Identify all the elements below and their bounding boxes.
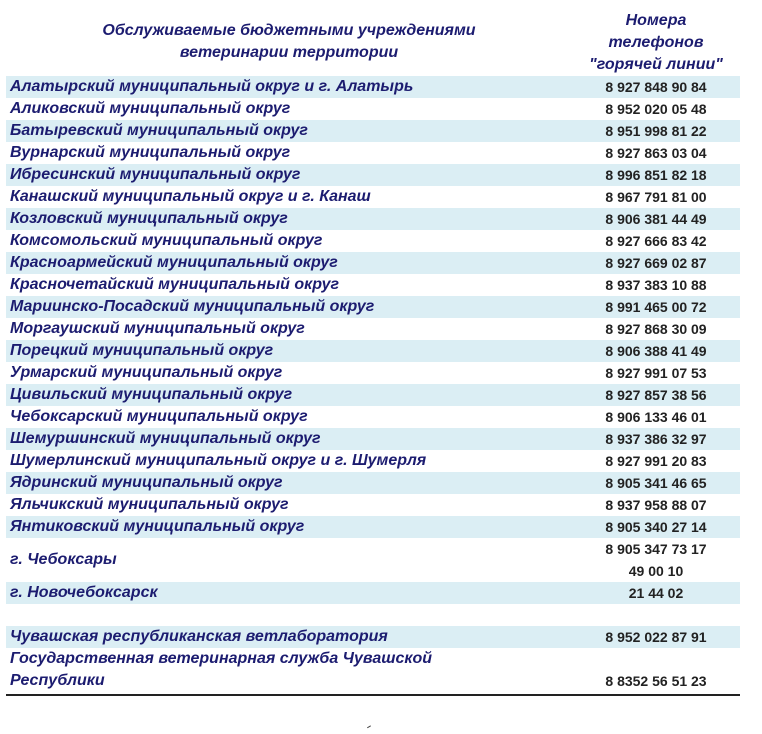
hotline-table (6, 0, 740, 696)
table-row-vetlab (6, 626, 740, 648)
table-row (6, 274, 740, 296)
phone-number: 8 927 848 90 84 (605, 79, 707, 95)
table-row (6, 76, 740, 98)
bottom-rule (6, 694, 740, 696)
table-body (6, 76, 740, 538)
territory-name: Шумерлинский муниципальный округ и г. Шумерля (10, 452, 427, 469)
phone-number: 8 937 958 88 07 (605, 497, 707, 513)
table-row (6, 340, 740, 362)
table-row (6, 318, 740, 340)
phone-number: 8 967 791 81 00 (605, 189, 707, 205)
territory-name: Красноармейский муниципальный округ (10, 254, 338, 271)
table-row-novocheboksarsk (6, 582, 740, 604)
header-line: ветеринарии территории (179, 44, 399, 61)
phone-number: 8 927 857 38 56 (605, 387, 707, 403)
territory-name: Мариинско-Посадский муниципальный округ (10, 298, 375, 315)
phone-number: 8 937 383 10 88 (605, 277, 707, 293)
table-row (6, 516, 740, 538)
phone-number: 8 8352 56 51 23 (605, 673, 707, 689)
phone-number: 8 937 386 32 97 (605, 431, 707, 447)
header-line: "горячей линии" (589, 56, 723, 73)
table-row-cheboksary (6, 538, 740, 582)
table-row-vetservice (6, 648, 740, 692)
phone-column-header (572, 10, 740, 76)
table-row (6, 98, 740, 120)
phone-number: 8 927 863 03 04 (605, 145, 707, 161)
territory-name: Канашский муниципальный округ и г. Канаш (10, 188, 371, 205)
phone-number: 8 905 340 27 14 (605, 519, 707, 535)
phone-number: 8 906 381 44 49 (605, 211, 707, 227)
phone-number: 8 927 991 07 53 (605, 365, 707, 381)
phone-number: 8 952 022 87 91 (605, 629, 707, 645)
territory-name: Янтиковский муниципальный округ (10, 518, 305, 535)
territory-name: г. Новочебоксарск (10, 584, 158, 601)
territory-name: Комсомольский муниципальный округ (10, 232, 323, 249)
table-row (6, 296, 740, 318)
territory-name: Козловский муниципальный округ (10, 210, 288, 227)
table-row (6, 252, 740, 274)
phone-number: 8 927 868 30 09 (605, 321, 707, 337)
territory-name: г. Чебоксары (10, 551, 117, 568)
table-row (6, 472, 740, 494)
header-line: Номера (625, 12, 687, 29)
territory-name: Урмарский муниципальный округ (10, 364, 283, 381)
phone-number: 8 905 341 46 65 (605, 475, 707, 491)
table-row (6, 428, 740, 450)
phone-number: 8 927 666 83 42 (605, 233, 707, 249)
table-header (6, 0, 740, 76)
territory-name: Батыревский муниципальный округ (10, 122, 308, 139)
header-line: Обслуживаемые бюджетными учреждениями (102, 22, 476, 39)
table-row (6, 120, 740, 142)
territory-name: Шемуршинский муниципальный округ (10, 430, 321, 447)
territory-column-header (6, 20, 572, 64)
table-row (6, 384, 740, 406)
territory-name (6, 648, 572, 692)
phone-number: 8 996 851 82 18 (605, 167, 707, 183)
phone-number: 8 952 020 05 48 (605, 101, 707, 117)
territory-name: Моргаушский муниципальный округ (10, 320, 305, 337)
territory-name: Аликовский муниципальный округ (10, 100, 291, 117)
territory-name: Ядринский муниципальный округ (10, 474, 283, 491)
phone-number: 8 927 669 02 87 (605, 255, 707, 271)
territory-name: Порецкий муниципальный округ (10, 342, 274, 359)
phone-number: 8 906 388 41 49 (605, 343, 707, 359)
table-row (6, 406, 740, 428)
phone-line: 49 00 10 (628, 563, 684, 579)
table-row (6, 208, 740, 230)
phone-number: 8 991 465 00 72 (605, 299, 707, 315)
phone-number: 8 951 998 81 22 (605, 123, 707, 139)
territory-name: Яльчикский муниципальный округ (10, 496, 289, 513)
territory-name: Вурнарский муниципальный округ (10, 144, 291, 161)
stray-mark (367, 725, 373, 731)
territory-name: Цивильский муниципальный округ (10, 386, 293, 403)
phone-number (572, 538, 740, 582)
territory-name: Красночетайский муниципальный округ (10, 276, 339, 293)
table-row (6, 230, 740, 252)
spacer-row (6, 604, 740, 626)
table-row (6, 142, 740, 164)
phone-number: 8 927 991 20 83 (605, 453, 707, 469)
phone-number: 8 906 133 46 01 (605, 409, 707, 425)
name-line: Государственная ветеринарная служба Чувашской (10, 650, 433, 667)
table-row (6, 362, 740, 384)
territory-name: Ибресинский муниципальный округ (10, 166, 301, 183)
territory-name: Чебоксарский муниципальный округ (10, 408, 308, 425)
phone-number: 21 44 02 (628, 585, 684, 601)
phone-line: 8 905 347 73 17 (605, 541, 707, 557)
table-row (6, 186, 740, 208)
territory-name: Алатырский муниципальный округ и г. Алатырь (10, 78, 414, 95)
table-row (6, 164, 740, 186)
name-line: Республики (10, 672, 105, 689)
header-line: телефонов (608, 34, 704, 51)
territory-name: Чувашская республиканская ветлаборатория (10, 628, 388, 645)
table-row (6, 450, 740, 472)
table-row (6, 494, 740, 516)
